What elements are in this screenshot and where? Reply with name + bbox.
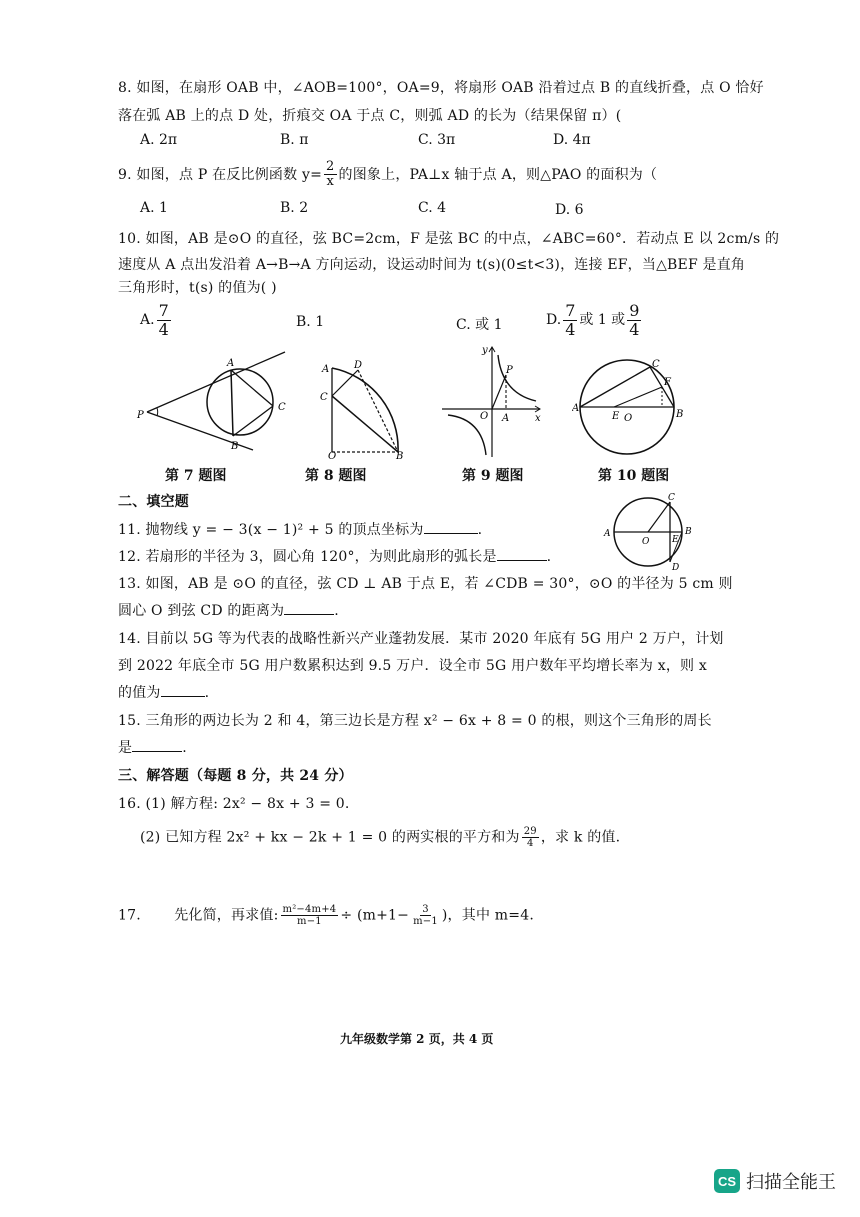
q8-line1: 8. 如图，在扇形 OAB 中，∠AOB=100°，OA=9，将扇形 OAB 沿着过点 B 的直线折叠，点 O 恰好	[118, 80, 764, 96]
q10-option-a-num: 7	[158, 301, 169, 320]
q9-stem	[118, 160, 657, 190]
q10-option-d	[546, 302, 643, 338]
q16-part2	[140, 826, 620, 849]
camscanner-logo-icon: CS	[714, 1169, 740, 1193]
section-3-title: 三、解答题（每题 8 分，共 24 分）	[118, 768, 353, 784]
q14-line2: 到 2022 年底全市 5G 用户数累积达到 9.5 万户．设全市 5G 用户数年平均增长率为 x，则 x	[118, 658, 707, 674]
q9-prefix: 9. 如图，点 P 在反比例函数 y=	[118, 166, 323, 183]
q17-frac2-num: 3	[422, 904, 429, 915]
q10-option-a-label: A.	[140, 312, 155, 329]
q11-suffix: .	[477, 522, 483, 538]
figure-10	[572, 355, 692, 460]
fig9-caption: 第 9 题图	[462, 468, 524, 484]
q10-option-a-den: 4	[158, 319, 169, 339]
q10-line2: 速度从 A 点出发沿着 A→B→A 方向运动，设运动时间为 t(s)(0≤t<3)，连接 EF，当△BEF 是直角	[118, 257, 746, 273]
q14-answer-blank	[161, 684, 205, 697]
q16-part2-text: (2) 已知方程 2x² + kx − 2k + 1 = 0 的两实根的平方和为	[140, 829, 520, 846]
page-footer: 九年级数学第 2 页，共 4 页	[340, 1032, 494, 1046]
q10-line3: 三角形时，t(s) 的值为( )	[118, 280, 277, 296]
q8-line2: 落在弧 AB 上的点 D 处，折痕交 OA 于点 C，则弧 AD 的长为（结果保留 π）(	[118, 108, 622, 124]
fig13-label-b: B	[685, 527, 692, 537]
q16-frac-den: 4	[527, 838, 534, 849]
q10-option-d-frac2	[627, 302, 641, 338]
fig13-label-d: D	[672, 563, 680, 570]
fig7-label-p: P	[137, 410, 144, 421]
q10-option-d-num2: 9	[629, 301, 640, 320]
q10-option-d-mid: 或 1 或	[579, 312, 626, 329]
q17-frac1-den: m−1	[297, 916, 322, 927]
q17-frac1-num: m²−4m+4	[282, 904, 337, 915]
fig10-label-f: F	[664, 377, 671, 388]
q10-option-d-den1: 4	[565, 319, 576, 339]
fig8-label-d: D	[354, 360, 363, 371]
q15-answer-blank	[132, 739, 182, 752]
q16-frac-num: 29	[523, 826, 537, 837]
q11-answer-blank	[424, 521, 478, 534]
fig7-label-a: A	[227, 358, 235, 369]
fig9-label-a: A	[502, 413, 510, 424]
fig10-label-b: B	[676, 409, 684, 420]
q9-option-b: B. 2	[280, 200, 309, 216]
q17-text1: 先化简，再求值:	[174, 907, 279, 924]
fig8-label-o: O	[328, 451, 337, 460]
fig9-label-x: x	[535, 413, 541, 424]
q14-text: 的值为	[118, 685, 161, 701]
q8-option-b: B. π	[280, 132, 309, 148]
q10-option-d-frac1	[563, 302, 577, 338]
figure-9	[440, 345, 545, 460]
q8-option-d: D. 4π	[553, 132, 591, 148]
q10-option-d-num1: 7	[565, 301, 576, 320]
q13-suffix: .	[334, 603, 339, 619]
fig7-caption: 第 7 题图	[165, 468, 227, 484]
figure-8	[312, 360, 412, 460]
q12-text: 12. 若扇形的半径为 3，圆心角 120°，为则此扇形的弧长是	[118, 549, 497, 565]
fig10-caption: 第 10 题图	[598, 468, 670, 484]
q17-frac2-den: m−1	[413, 916, 438, 927]
q15-suffix: .	[182, 740, 187, 756]
section-2-title: 二、填空题	[118, 494, 189, 510]
fig13-label-e: E	[672, 535, 679, 545]
fig8-caption: 第 8 题图	[305, 468, 367, 484]
q16-fraction	[522, 826, 539, 849]
q13-line2	[118, 600, 339, 620]
fig13-label-a: A	[604, 529, 611, 539]
q9-option-d: D. 6	[555, 202, 584, 218]
q14-suffix: .	[204, 685, 210, 701]
q9-option-c: C. 4	[418, 200, 447, 216]
q10-line1: 10. 如图，AB 是⊙O 的直径，弦 BC=2cm，F 是弦 BC 的中点，∠ABC=60°．若动点 E 以 2cm/s 的	[118, 231, 780, 247]
q13-line1: 13. 如图，AB 是 ⊙O 的直径，弦 CD ⊥ AB 于点 E，若 ∠CDB = 30°，⊙O 的半径为 5 cm 则	[118, 576, 733, 592]
q10-option-b: B. 1	[296, 314, 325, 330]
fig13-label-c: C	[668, 493, 675, 503]
fig9-label-p: P	[506, 365, 513, 376]
fig7-label-b: B	[231, 441, 239, 452]
q9-fraction	[324, 160, 336, 190]
q12-answer-blank	[497, 548, 547, 561]
fig10-label-e: E	[612, 411, 620, 422]
fig9-label-o: O	[480, 411, 489, 422]
q10-option-d-label: D.	[546, 312, 562, 329]
q13-text: 圆心 O 到弦 CD 的距离为	[118, 603, 285, 619]
fig8-label-a: A	[322, 364, 330, 375]
q9-suffix: 的图象上，PA⊥x 轴于点 A，则△PAO 的面积为（	[338, 166, 658, 183]
camscanner-watermark	[714, 1168, 836, 1194]
q9-option-a: A. 1	[140, 200, 168, 216]
q17	[118, 904, 534, 927]
fig10-label-c: C	[652, 359, 660, 370]
q17-fraction-1	[281, 904, 339, 927]
fig8-label-c: C	[320, 392, 328, 403]
q17-fraction-2	[411, 904, 440, 927]
figure-7	[135, 350, 295, 460]
q17-text2: )，其中 m=4.	[441, 907, 534, 924]
q15-text: 是	[118, 740, 133, 756]
q17-mid: ÷ (m+1−	[340, 907, 410, 924]
fig9-label-y: y	[482, 345, 488, 356]
q12	[118, 546, 551, 566]
q8-option-a: A. 2π	[140, 132, 178, 148]
q14-line1: 14. 目前以 5G 等为代表的战略性新兴产业蓬勃发展．某市 2020 年底有 5G 用户 2 万户，计划	[118, 631, 724, 647]
figure-13	[598, 492, 703, 570]
q16-part1: 16. (1) 解方程: 2x² − 8x + 3 = 0.	[118, 796, 350, 812]
q13-answer-blank	[284, 602, 334, 615]
q9-frac-den: x	[326, 174, 335, 190]
q17-label: 17.	[118, 907, 141, 924]
q15-line2	[118, 737, 187, 757]
q9-frac-num: 2	[326, 159, 335, 174]
fig13-label-o: O	[642, 537, 650, 547]
fig8-label-b: B	[396, 451, 404, 460]
camscanner-text: 扫描全能王	[746, 1172, 836, 1192]
q11	[118, 519, 482, 539]
q10-option-c: C. 或 1	[456, 317, 503, 333]
q15-line1: 15. 三角形的两边长为 2 和 4，第三边长是方程 x² − 6x + 8 = 0 的根，则这个三角形的周长	[118, 713, 712, 729]
q10-option-a-frac	[157, 302, 171, 338]
q10-option-a	[140, 302, 173, 338]
q8-option-c: C. 3π	[418, 132, 456, 148]
fig10-label-o: O	[624, 413, 633, 424]
q10-option-d-den2: 4	[629, 319, 640, 339]
q11-text: 11. 抛物线 y = − 3(x − 1)² + 5 的顶点坐标为	[118, 522, 424, 538]
fig10-label-a: A	[572, 403, 580, 414]
fig7-label-c: C	[278, 402, 286, 413]
q14-line3	[118, 682, 209, 702]
q16-part2-suffix: ，求 k 的值.	[540, 829, 621, 846]
q12-suffix: .	[546, 549, 552, 565]
